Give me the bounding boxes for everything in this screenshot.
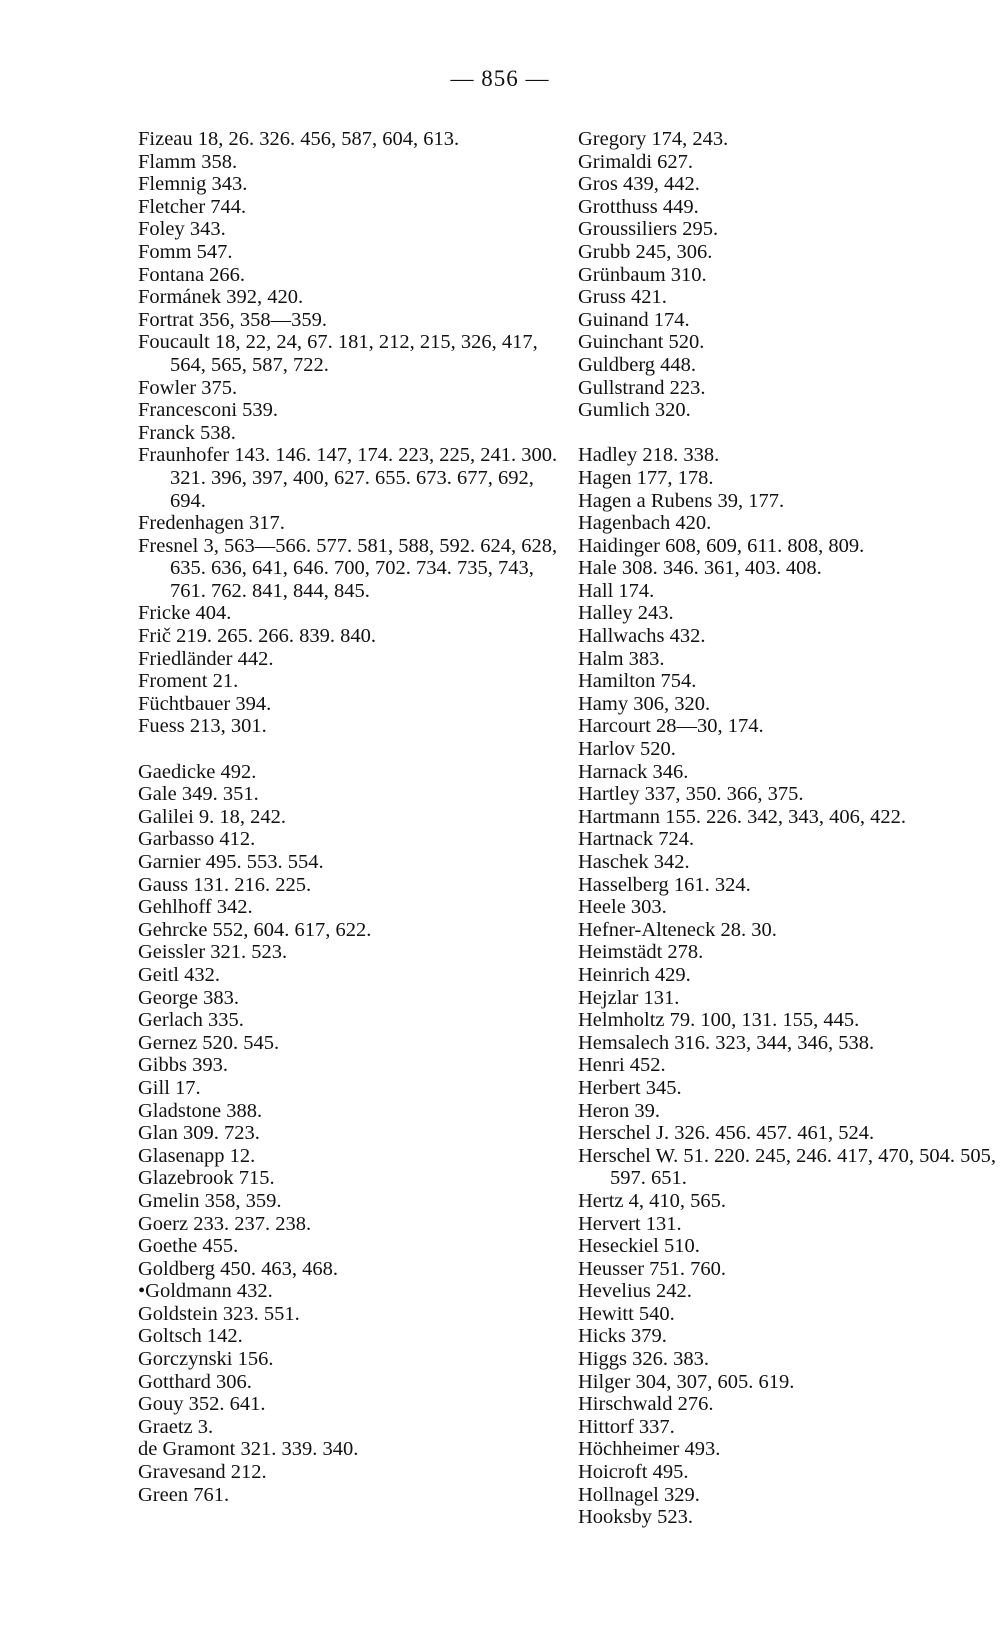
index-entry: de Gramont 321. 339. 340. (138, 1438, 359, 1461)
index-entry: Fredenhagen 317. (138, 512, 285, 535)
index-entry: Hallwachs 432. (578, 625, 706, 648)
index-entry: Guldberg 448. (578, 353, 697, 376)
index-entry: Gibbs 393. (138, 1054, 228, 1077)
index-entry: Geitl 432. (138, 963, 220, 986)
index-entry: Hartmann 155. 226. 342, 343, 406, 422. (578, 805, 906, 828)
index-entry: Hefner-Alteneck 28. 30. (578, 918, 777, 941)
index-entry: Hemsalech 316. 323, 344, 346, 538. (578, 1031, 875, 1054)
index-entry: Hagen 177, 178. (578, 466, 714, 489)
index-entry: Geissler 321. 523. (138, 941, 288, 964)
index-entry: Froment 21. (138, 670, 239, 693)
index-entry: Fraunhofer 143. 146. 147, 174. 223, 225, 241. 300. 321. 396, 397, 400, 627. 655. 673. 677, 692, 694. (138, 444, 558, 512)
index-entry: Glazebrook 715. (138, 1167, 275, 1190)
index-entry: Harcourt 28—30, 174. (578, 715, 764, 738)
index-entry: Goldberg 450. 463, 468. (138, 1257, 339, 1280)
index-entry: Grotthuss 449. (578, 195, 699, 218)
index-entry: Harnack 346. (578, 760, 689, 783)
index-entry: Herschel W. 51. 220. 245, 246. 417, 470, 504. 505, 597. 651. (578, 1144, 996, 1190)
index-entry: Franck 538. (138, 421, 236, 444)
index-entry: Graetz 3. (138, 1415, 214, 1438)
index-entry: Higgs 326. 383. (578, 1348, 709, 1371)
index-entry: Goltsch 142. (138, 1325, 243, 1348)
index-entry: Hadley 218. 338. (578, 444, 720, 467)
index-entry: Fletcher 744. (138, 195, 247, 218)
index-column-right (578, 128, 998, 1529)
index-entry: Gumlich 320. (578, 399, 691, 422)
index-entry: Hartley 337, 350. 366, 375. (578, 783, 804, 806)
index-entry: Gotthard 306. (138, 1370, 252, 1393)
index-entry: Gorczynski 156. (138, 1348, 274, 1371)
index-entry: Hoicroft 495. (578, 1461, 689, 1484)
index-entry: Grubb 245, 306. (578, 240, 713, 263)
index-entry: Garbasso 412. (138, 828, 256, 851)
index-entry: Hewitt 540. (578, 1302, 675, 1325)
index-entry: Fortrat 356, 358—359. (138, 308, 328, 331)
index-entry: George 383. (138, 986, 239, 1009)
index-entry: Hevelius 242. (578, 1280, 692, 1303)
index-entry: Hale 308. 346. 361, 403. 408. (578, 557, 822, 580)
index-entry: Halley 243. (578, 602, 674, 625)
section-gap (138, 738, 558, 761)
index-entry: Füchtbauer 394. (138, 692, 272, 715)
index-entry: Formánek 392, 420. (138, 286, 304, 309)
index-entry: Gmelin 358, 359. (138, 1189, 282, 1212)
index-entry: Hervert 131. (578, 1212, 682, 1235)
index-entry: Grimaldi 627. (578, 150, 694, 173)
index-entry: Hejzlar 131. (578, 986, 680, 1009)
index-entry: Heinrich 429. (578, 963, 691, 986)
index-entry: Flemnig 343. (138, 173, 248, 196)
index-entry: Heele 303. (578, 896, 667, 919)
index-entry: Hollnagel 329. (578, 1483, 700, 1506)
index-entry: Glan 309. 723. (138, 1122, 260, 1145)
index-entry: Henri 452. (578, 1054, 666, 1077)
index-entry: Gros 439, 442. (578, 173, 700, 196)
index-entry: Gregory 174, 243. (578, 128, 729, 150)
index-entry: Friedländer 442. (138, 647, 274, 670)
index-entry: Garnier 495. 553. 554. (138, 851, 324, 873)
index-entry: Gernez 520. 545. (138, 1031, 280, 1054)
index-entry: Gale 349. 351. (138, 783, 259, 806)
index-entry: Heron 39. (578, 1099, 660, 1122)
index-entry: Haschek 342. (578, 851, 690, 873)
index-entry: Helmholtz 79. 100, 131. 155, 445. (578, 1009, 860, 1032)
index-entry: Hartnack 724. (578, 828, 695, 851)
index-entry: Guinand 174. (578, 308, 690, 331)
index-entry: Guinchant 520. (578, 331, 705, 354)
index-entry: Hagen a Rubens 39, 177. (578, 489, 785, 512)
index-entry: Herbert 345. (578, 1076, 682, 1099)
index-entry: Glasenapp 12. (138, 1144, 256, 1167)
index-entry: Fresnel 3, 563—566. 577. 581, 588, 592. 624, 628, 635. 636, 641, 646. 700, 702. 734. 735, 743, 761. 762. 841, 844, 845. (138, 534, 558, 602)
index-entry: Gauss 131. 216. 225. (138, 873, 312, 896)
index-entry: Hertz 4, 410, 565. (578, 1189, 727, 1212)
index-entry: Gruss 421. (578, 286, 667, 309)
index-entry: Francesconi 539. (138, 399, 279, 422)
index-column-left (138, 128, 558, 1506)
index-entry: Gullstrand 223. (578, 376, 706, 399)
index-entry: Fomm 547. (138, 240, 233, 263)
index-entry: Foley 343. (138, 218, 226, 241)
index-entry: Hittorf 337. (578, 1415, 675, 1438)
index-entry: Höchheimer 493. (578, 1438, 721, 1461)
index-entry: Hicks 379. (578, 1325, 667, 1348)
index-entry: Frič 219. 265. 266. 839. 840. (138, 625, 377, 648)
index-entry: Goldstein 323. 551. (138, 1302, 300, 1325)
index-entry: Gladstone 388. (138, 1099, 263, 1122)
index-entry: Fizeau 18, 26. 326. 456, 587, 604, 613. (138, 128, 460, 150)
section-gap (578, 422, 998, 445)
index-entry: Hamy 306, 320. (578, 692, 711, 715)
index-entry: Fowler 375. (138, 376, 238, 399)
index-entry: Groussiliers 295. (578, 218, 719, 241)
index-entry: Halm 383. (578, 647, 665, 670)
index-entry: Heusser 751. 760. (578, 1257, 727, 1280)
index-entry: Gaedicke 492. (138, 760, 257, 783)
index-entry: Green 761. (138, 1483, 230, 1506)
index-entry: Fontana 266. (138, 263, 246, 286)
index-entry: Hall 174. (578, 579, 655, 602)
index-entry: Gerlach 335. (138, 1009, 244, 1032)
index-entry: Grünbaum 310. (578, 263, 707, 286)
index-entry: Fricke 404. (138, 602, 232, 625)
index-entry: Fuess 213, 301. (138, 715, 267, 738)
index-entry: Hagenbach 420. (578, 512, 712, 535)
index-entry: Heimstädt 278. (578, 941, 704, 964)
index-entry: Goethe 455. (138, 1235, 239, 1258)
index-entry: Gravesand 212. (138, 1461, 267, 1484)
index-entry: Hooksby 523. (578, 1506, 694, 1529)
index-entry: Hilger 304, 307, 605. 619. (578, 1370, 795, 1393)
index-entry: Gehrcke 552, 604. 617, 622. (138, 918, 372, 941)
index-entry: Hamilton 754. (578, 670, 697, 693)
index-entry: Hasselberg 161. 324. (578, 873, 751, 896)
index-entry: Gehlhoff 342. (138, 896, 253, 919)
index-entry: Gill 17. (138, 1076, 201, 1099)
index-entry: Foucault 18, 22, 24, 67. 181, 212, 215, 326, 417, 564, 565, 587, 722. (138, 331, 538, 376)
index-entry: Gouy 352. 641. (138, 1393, 266, 1416)
index-entry: Harlov 520. (578, 738, 676, 761)
index-entry: •Goldmann 432. (138, 1280, 273, 1303)
page-number: — 856 — (450, 66, 550, 91)
index-entry: Hirschwald 276. (578, 1393, 714, 1416)
index-entry: Flamm 358. (138, 150, 238, 173)
index-entry: Haidinger 608, 609, 611. 808, 809. (578, 534, 865, 557)
index-entry: Heseckiel 510. (578, 1235, 700, 1258)
index-entry: Goerz 233. 237. 238. (138, 1212, 312, 1235)
index-entry: Herschel J. 326. 456. 457. 461, 524. (578, 1122, 875, 1145)
index-entry: Galilei 9. 18, 242. (138, 805, 287, 828)
